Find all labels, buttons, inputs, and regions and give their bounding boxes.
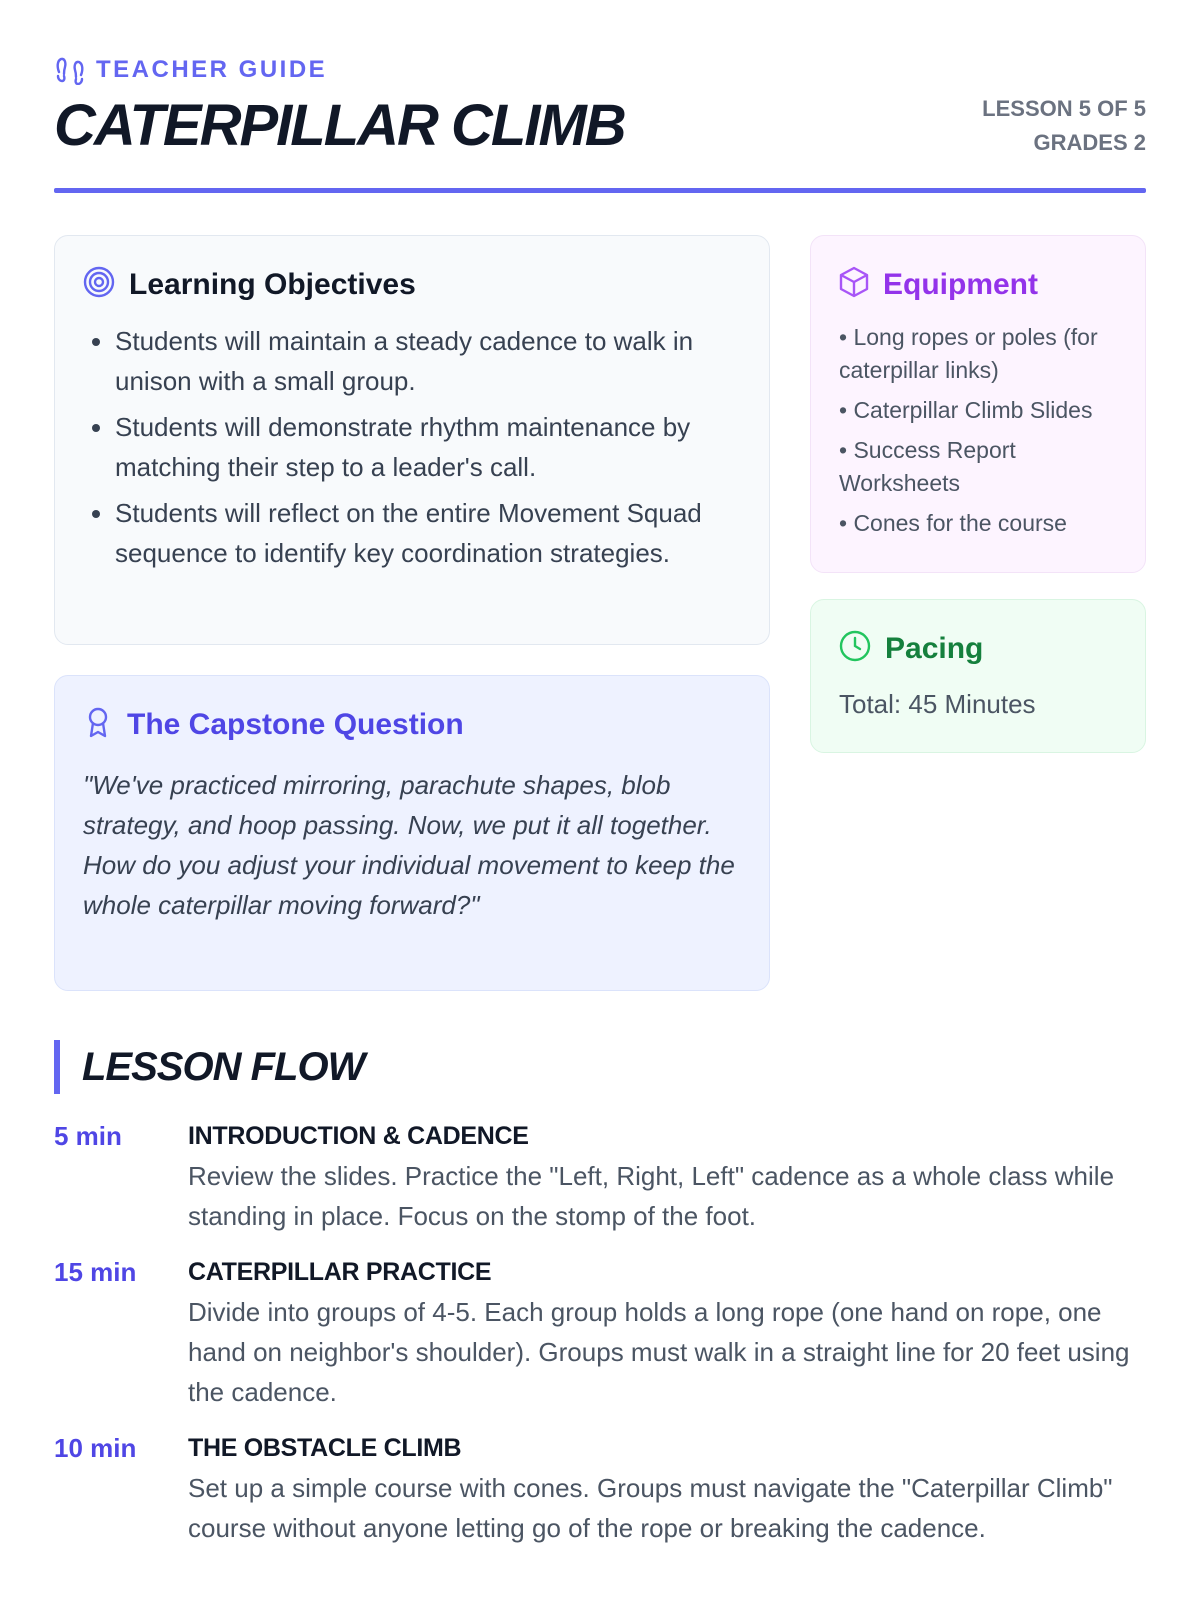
lesson-meta	[982, 92, 1146, 160]
lesson-flow-header	[54, 1040, 1146, 1094]
step-title: THE OBSTACLE CLIMB	[188, 1434, 462, 1462]
objectives-list	[83, 321, 739, 573]
lesson-step	[54, 1432, 1146, 1548]
target-icon	[83, 266, 115, 303]
lesson-steps	[54, 1120, 1146, 1548]
eyebrow-label: TEACHER GUIDE	[96, 56, 328, 83]
award-icon	[83, 706, 113, 743]
footprints-icon	[54, 55, 86, 85]
lesson-flow-section	[54, 1040, 1146, 1568]
guide-header	[54, 0, 1146, 158]
lesson-number: LESSON 5 OF 5	[982, 96, 1146, 121]
lesson-step	[54, 1256, 1146, 1412]
objective-item: • Students will demonstrate rhythm maintenance by matching their step to a leader's call.	[115, 407, 739, 487]
equipment-item: • Cones for the course	[839, 510, 1067, 536]
step-duration: 5 min	[54, 1121, 122, 1151]
pacing-card	[810, 599, 1146, 753]
lesson-flow-title: LESSON FLOW	[82, 1044, 365, 1089]
step-body	[188, 1120, 1146, 1236]
overview-grid	[54, 235, 1146, 995]
objectives-card	[54, 235, 770, 645]
capstone-header	[83, 706, 739, 743]
objective-item: • Students will reflect on the entire Movement Squad sequence to identify key coordination strategies.	[115, 493, 739, 573]
pacing-header	[839, 630, 1121, 667]
equipment-title: Equipment	[883, 267, 1038, 301]
pacing-total: Total: 45 Minutes	[839, 689, 1036, 719]
step-body	[188, 1432, 1146, 1548]
equipment-list	[839, 321, 1121, 540]
equipment-card	[810, 235, 1146, 573]
lesson-step	[54, 1120, 1146, 1236]
box-icon	[839, 266, 869, 303]
step-title: INTRODUCTION & CADENCE	[188, 1122, 529, 1150]
clock-icon	[839, 630, 871, 667]
equipment-item: • Success Report Worksheets	[839, 437, 1016, 496]
equipment-header	[839, 266, 1121, 303]
grade-level: GRADES 2	[1033, 130, 1146, 155]
step-description: Divide into groups of 4-5. Each group holds a long rope (one hand on rope, one hand on neighbor's shoulder). Groups must walk in a straight line for 20 feet using the cadence.	[188, 1297, 1130, 1407]
step-body	[188, 1256, 1146, 1412]
objectives-header	[83, 266, 739, 303]
objective-item: • Students will maintain a steady cadence to walk in unison with a small group.	[115, 321, 739, 401]
step-description: Set up a simple course with cones. Groups must navigate the "Caterpillar Climb" course without anyone letting go of the rope or breaking the cadence.	[188, 1473, 1113, 1543]
step-title: CATERPILLAR PRACTICE	[188, 1258, 492, 1286]
capstone-title: The Capstone Question	[127, 707, 464, 741]
step-description: Review the slides. Practice the "Left, Right, Left" cadence as a whole class while standing in place. Focus on the stomp of the foot.	[188, 1161, 1115, 1231]
equipment-item: • Long ropes or poles (for caterpillar links)	[839, 324, 1098, 383]
pacing-title: Pacing	[885, 631, 984, 665]
page-title: CATERPILLAR CLIMB	[54, 93, 625, 158]
capstone-card	[54, 675, 770, 991]
header-divider	[54, 188, 1146, 193]
step-duration: 15 min	[54, 1257, 137, 1287]
step-duration: 10 min	[54, 1433, 137, 1463]
capstone-quote: "We've practiced mirroring, parachute shapes, blob strategy, and hoop passing. Now, we put it all together. How do you adjust your individual movement to keep the whole caterpillar moving forward?"	[83, 770, 735, 920]
equipment-item: • Caterpillar Climb Slides	[839, 397, 1093, 423]
objectives-title: Learning Objectives	[129, 267, 416, 301]
eyebrow	[54, 54, 1146, 86]
